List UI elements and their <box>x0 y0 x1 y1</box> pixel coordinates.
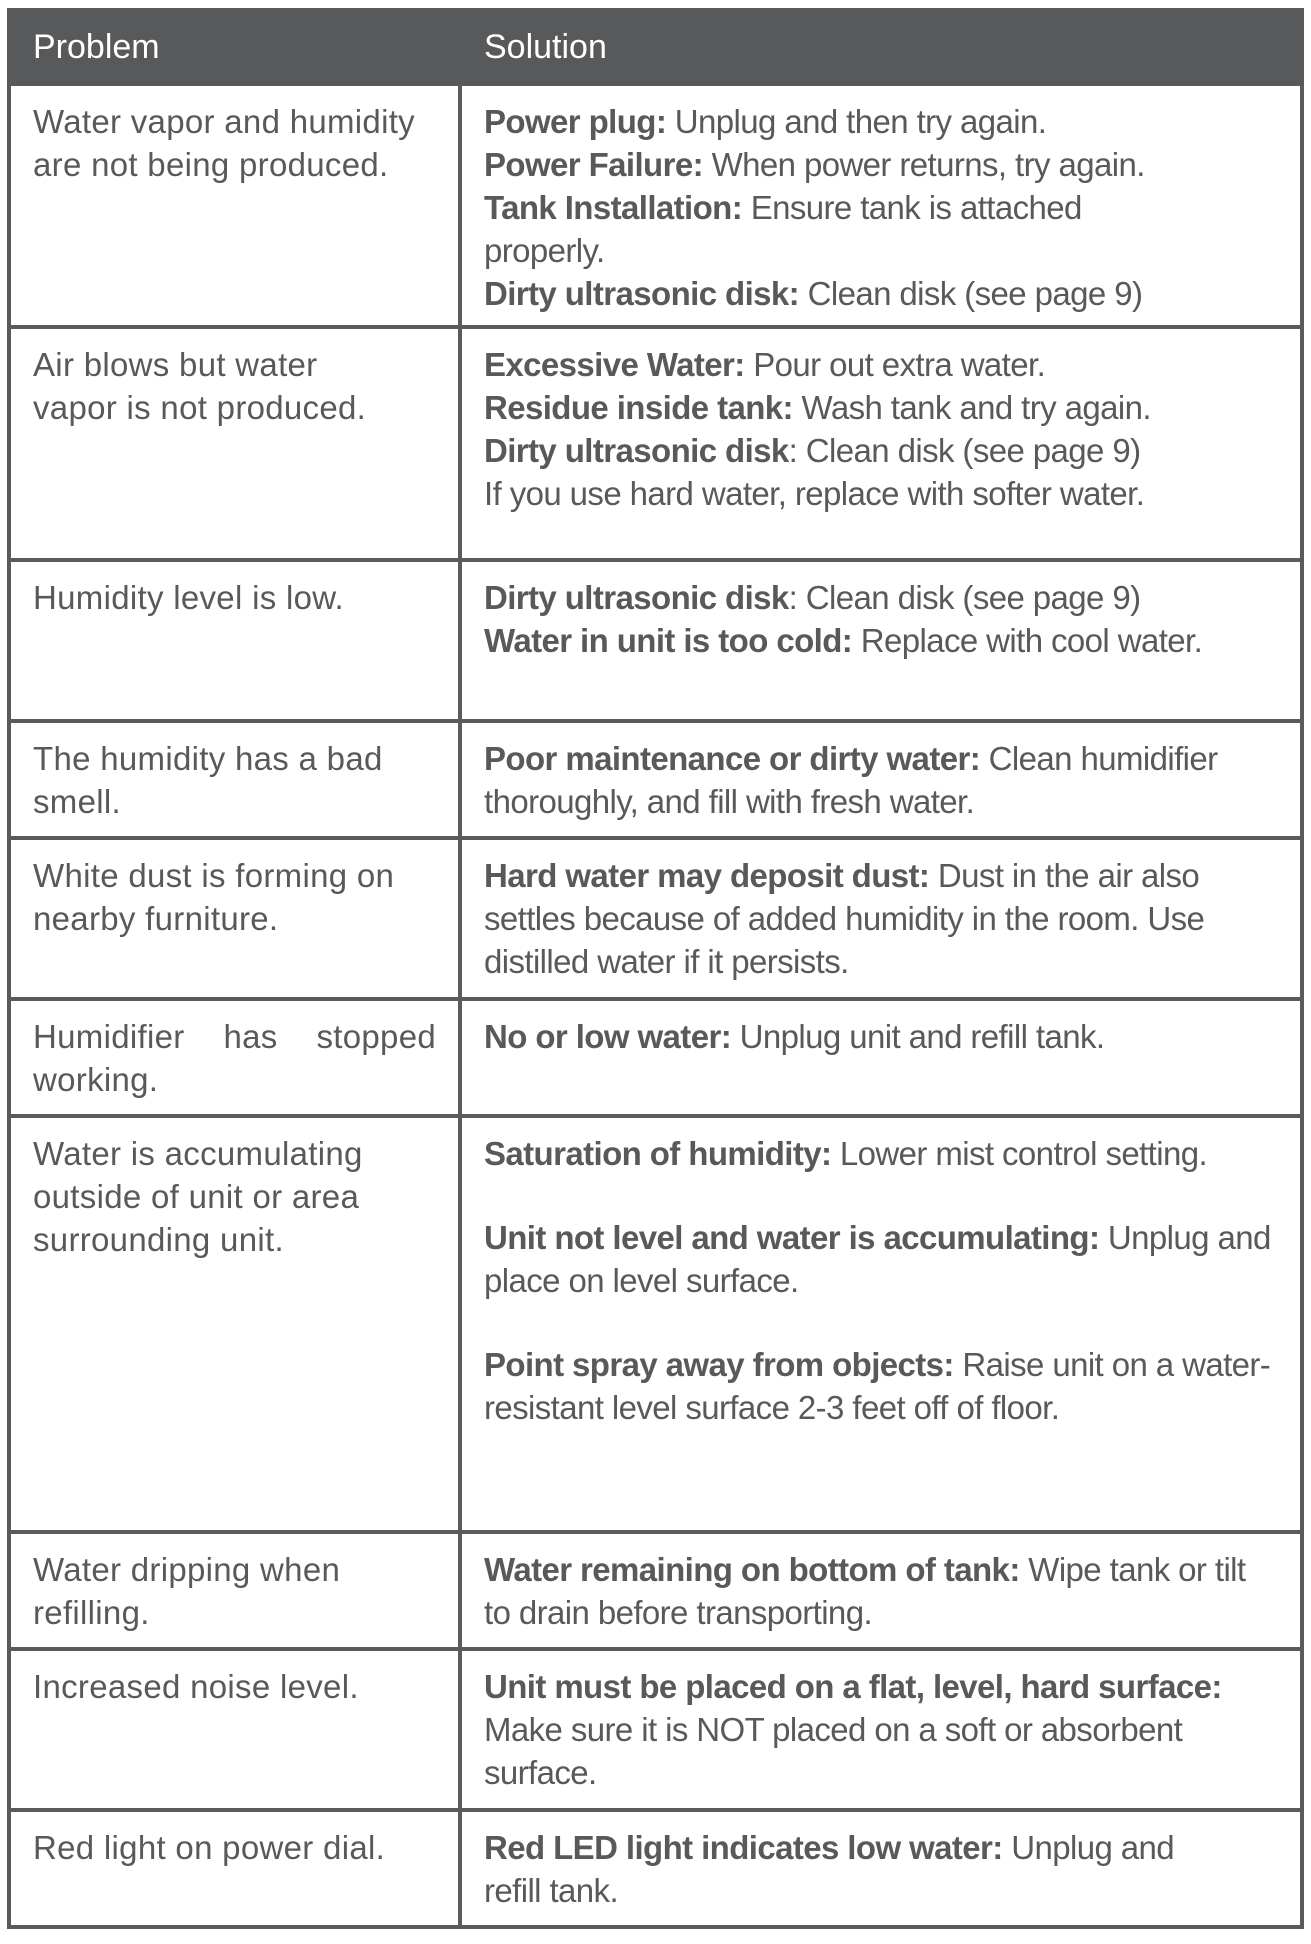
solution-text: Clean humidifier thoroughly, and fill with fresh water. <box>484 740 1218 820</box>
solution-line <box>484 1548 1278 1634</box>
table-row <box>9 327 1302 560</box>
solution-text: Clean disk (see page 9) <box>799 275 1143 312</box>
solution-label: Tank Installation: <box>484 189 743 226</box>
solution-label: Poor maintenance or dirty water: <box>484 740 981 777</box>
problem-cell: Air blows but water vapor is not produced. <box>9 327 460 560</box>
solution-text: When power returns, try again. <box>703 146 1145 183</box>
solution-text: Unplug and place on level surface. <box>484 1219 1271 1299</box>
table-row <box>9 721 1302 838</box>
solution-label: Red LED light indicates low water: <box>484 1829 1003 1866</box>
troubleshooting-table <box>7 8 1304 1929</box>
solution-line <box>484 429 1278 472</box>
solution-text: : Clean disk (see page 9) <box>788 432 1141 469</box>
table-row <box>9 560 1302 721</box>
solution-label: Dirty ultrasonic disk <box>484 579 789 616</box>
solution-label: Point spray away from objects: <box>484 1346 954 1383</box>
solution-text: Unplug and then try again. <box>666 103 1047 140</box>
table-row <box>9 1116 1302 1532</box>
solution-text: Wipe tank or tilt to drain before transporting. <box>484 1551 1246 1631</box>
solution-line <box>484 186 1278 272</box>
solution-label: Power Failure: <box>484 146 703 183</box>
solution-label: Unit must be placed on a flat, level, hard surface: <box>484 1668 1222 1705</box>
table-row <box>9 84 1302 327</box>
solution-text: Pour out extra water. <box>744 346 1046 383</box>
solution-label: Hard water may deposit dust: <box>484 857 930 894</box>
solution-text: Dust in the air also settles because of added humidity in the room. Use distilled water if it persists. <box>484 857 1205 980</box>
solution-text: Replace with cool water. <box>852 622 1203 659</box>
problem-cell: The humidity has a bad smell. <box>9 721 460 838</box>
solution-line <box>484 1343 1278 1429</box>
table-row <box>9 999 1302 1116</box>
header-problem: Problem <box>9 10 460 84</box>
solution-label: Power plug: <box>484 103 667 140</box>
spacer <box>484 1302 1278 1343</box>
solution-line <box>484 343 1278 386</box>
solution-line <box>484 472 1278 515</box>
solution-cell <box>460 1116 1302 1532</box>
solution-label: Water remaining on bottom of tank: <box>484 1551 1020 1588</box>
solution-cell <box>460 327 1302 560</box>
solution-label: Dirty ultrasonic disk: <box>484 275 800 312</box>
solution-cell <box>460 1810 1302 1927</box>
header-solution: Solution <box>460 10 1302 84</box>
table-row <box>9 1649 1302 1810</box>
solution-line <box>484 386 1278 429</box>
problem-cell: Increased noise level. <box>9 1649 460 1810</box>
solution-line <box>484 143 1278 186</box>
solution-label: Unit not level and water is accumulating: <box>484 1219 1100 1256</box>
table-header-row <box>9 10 1302 84</box>
solution-line <box>484 854 1278 983</box>
solution-text: Unplug unit and refill tank. <box>731 1018 1105 1055</box>
solution-line <box>484 100 1278 143</box>
problem-cell: Water dripping when refilling. <box>9 1532 460 1649</box>
solution-text: Make sure it is NOT placed on a soft or absorbent surface. <box>484 1711 1183 1791</box>
table-row <box>9 1810 1302 1927</box>
solution-line <box>484 1826 1278 1912</box>
spacer <box>484 1175 1278 1216</box>
solution-text: Ensure tank is attached properly. <box>484 189 1082 269</box>
solution-line <box>484 1665 1278 1794</box>
solution-cell <box>460 1532 1302 1649</box>
solution-label: Water in unit is too cold: <box>484 622 853 659</box>
solution-line <box>484 272 1278 315</box>
solution-text: Lower mist control setting. <box>831 1135 1208 1172</box>
problem-cell: White dust is forming on nearby furniture. <box>9 838 460 999</box>
problem-cell: Water vapor and humidity are not being produced. <box>9 84 460 327</box>
problem-cell: Water is accumulating outside of unit or area surrounding unit. <box>9 1116 460 1532</box>
table-row <box>9 838 1302 999</box>
solution-cell <box>460 560 1302 721</box>
solution-line <box>484 619 1278 662</box>
solution-text: Unplug and refill tank. <box>484 1829 1175 1909</box>
solution-line <box>484 576 1278 619</box>
solution-cell <box>460 999 1302 1116</box>
solution-label: Dirty ultrasonic disk <box>484 432 789 469</box>
solution-cell <box>460 84 1302 327</box>
solution-cell <box>460 1649 1302 1810</box>
problem-cell: Humidifier has stopped working. <box>9 999 460 1116</box>
solution-cell <box>460 838 1302 999</box>
solution-text: If you use hard water, replace with softer water. <box>484 475 1145 512</box>
solution-text: : Clean disk (see page 9) <box>788 579 1141 616</box>
solution-text: Raise unit on a water-resistant level surface 2-3 feet off of floor. <box>484 1346 1271 1426</box>
problem-cell: Humidity level is low. <box>9 560 460 721</box>
solution-line <box>484 1216 1278 1302</box>
solution-line <box>484 1132 1278 1175</box>
solution-cell <box>460 721 1302 838</box>
solution-label: Excessive Water: <box>484 346 745 383</box>
solution-label: No or low water: <box>484 1018 732 1055</box>
problem-cell: Red light on power dial. <box>9 1810 460 1927</box>
solution-label: Saturation of humidity: <box>484 1135 832 1172</box>
solution-text: Wash tank and try again. <box>792 389 1151 426</box>
solution-line <box>484 1015 1278 1058</box>
solution-line <box>484 737 1278 823</box>
solution-label: Residue inside tank: <box>484 389 793 426</box>
table-row <box>9 1532 1302 1649</box>
